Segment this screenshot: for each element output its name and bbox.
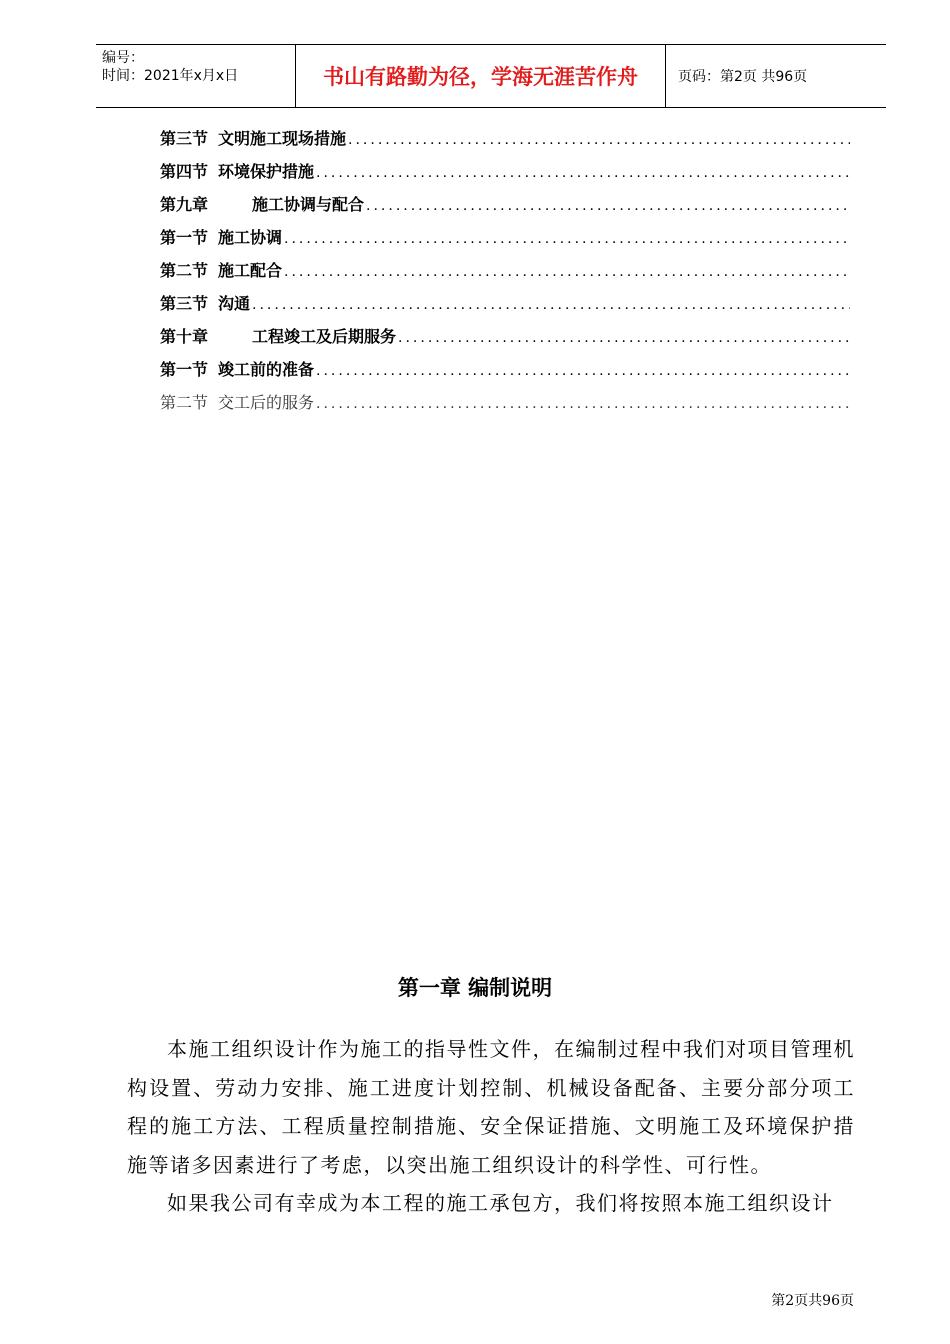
toc-entry[interactable] xyxy=(160,225,850,258)
toc-entry-number: 第三节 xyxy=(160,294,209,313)
toc-entry-number: 第九章 xyxy=(160,195,209,214)
toc-entry[interactable] xyxy=(160,258,850,291)
toc-entry-title: 文明施工现场措施 xyxy=(218,129,347,148)
toc-entry-number: 第四节 xyxy=(160,162,209,181)
paragraph: 如果我公司有幸成为本工程的施工承包方，我们将按照本施工组织设计 xyxy=(167,1191,834,1215)
toc-leader-dots xyxy=(316,165,850,181)
toc-entry-number: 第三节 xyxy=(160,129,209,148)
toc-entry-title: 竣工前的准备 xyxy=(218,360,315,379)
table-of-contents xyxy=(160,126,850,423)
page-footer: 第2页共96页 xyxy=(771,1293,854,1309)
toc-entry[interactable] xyxy=(160,192,850,225)
toc-entry-title: 沟通 xyxy=(218,294,251,313)
toc-entry-title: 交工后的服务 xyxy=(218,393,315,412)
toc-entry[interactable] xyxy=(160,159,850,192)
toc-leader-dots xyxy=(366,198,850,214)
toc-entry-title: 施工协调与配合 xyxy=(252,195,365,214)
toc-entry-number: 第二节 xyxy=(160,393,209,412)
toc-entry[interactable] xyxy=(160,324,850,357)
toc-leader-dots xyxy=(348,132,850,148)
toc-entry[interactable] xyxy=(160,126,850,159)
toc-leader-dots xyxy=(316,363,850,379)
toc-entry-number: 第十章 xyxy=(160,327,209,346)
toc-leader-dots xyxy=(252,297,850,313)
toc-entry-number: 第一节 xyxy=(160,360,209,379)
toc-entry[interactable] xyxy=(160,357,850,390)
document-time-label: 时间：2021年x月x日 xyxy=(102,68,239,84)
toc-entry-title: 施工协调 xyxy=(218,228,283,247)
toc-entry-number: 第二节 xyxy=(160,261,209,280)
toc-leader-dots xyxy=(284,231,850,247)
toc-entry-number: 第一节 xyxy=(160,228,209,247)
header-motto: 书山有路勤为径，学海无涯苦作舟 xyxy=(296,45,666,107)
document-number-label: 编号： xyxy=(102,50,144,66)
toc-entry-title: 工程竣工及后期服务 xyxy=(252,327,397,346)
header-meta xyxy=(96,45,296,107)
toc-entry[interactable] xyxy=(160,390,850,423)
paragraph: 本施工组织设计作为施工的指导性文件，在编制过程中我们对项目管理机构设置、劳动力安排、施工进度计划控制、机械设备配备、主要分部分项工程的施工方法、工程质量控制措施、安全保证措施、文明施工及环境保护措施等诸多因素进行了考虑，以突出施工组织设计的科学性、可行性。 xyxy=(127,1037,855,1177)
toc-leader-dots xyxy=(284,264,850,280)
toc-leader-dots xyxy=(316,396,850,412)
toc-entry-title: 环境保护措施 xyxy=(218,162,315,181)
toc-entry-title: 施工配合 xyxy=(218,261,283,280)
header-page-label: 页码：第2页 共96页 xyxy=(678,69,808,85)
page-header xyxy=(96,44,886,108)
toc-entry[interactable] xyxy=(160,291,850,324)
body-text xyxy=(127,1030,855,1223)
chapter-heading: 第一章 编制说明 xyxy=(397,976,553,1000)
toc-leader-dots xyxy=(398,330,850,346)
